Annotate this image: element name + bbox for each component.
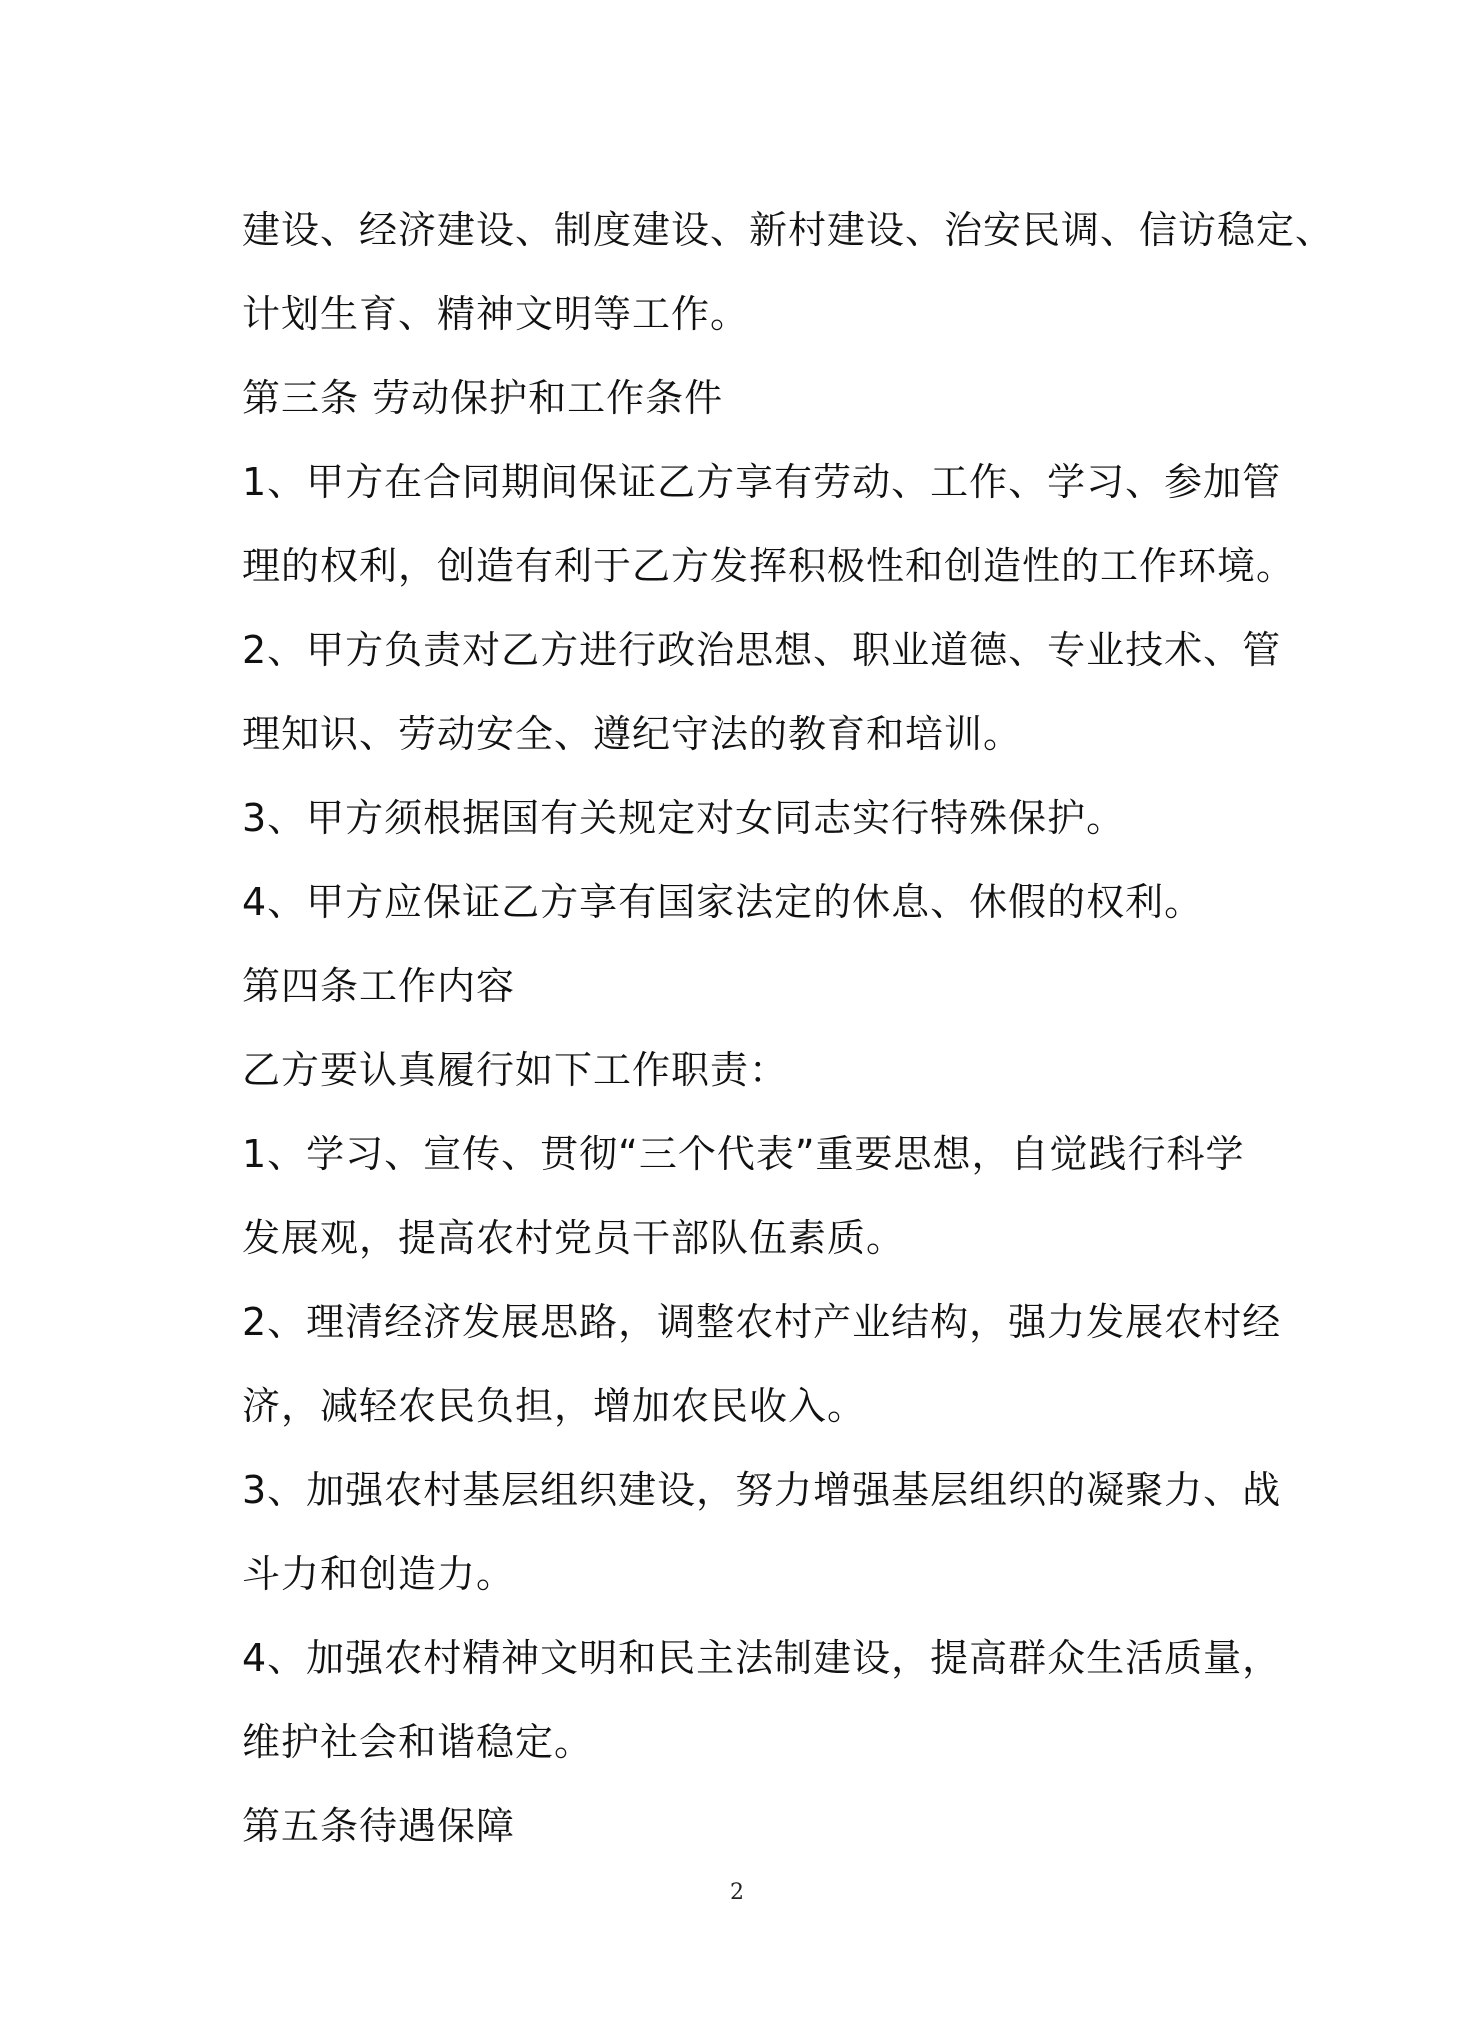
text-line: 理的权利，创造有利于乙方发挥积极性和创造性的工作环境。 <box>242 544 1296 588</box>
text-line: 1、学习、宣传、贯彻“三个代表”重要思想，自觉践行科学 <box>242 1132 1245 1176</box>
text-line: 理知识、劳动安全、遵纪守法的教育和培训。 <box>242 712 1023 756</box>
text-line: 3、加强农村基层组织建设，努力增强基层组织的凝聚力、战 <box>242 1468 1282 1512</box>
text-line: 发展观，提高农村党员干部队伍素质。 <box>242 1216 906 1260</box>
text-line: 3、甲方须根据国有关规定对女同志实行特殊保护。 <box>242 796 1126 840</box>
article-heading: 第四条工作内容 <box>242 964 516 1008</box>
text-line: 1、甲方在合同期间保证乙方享有劳动、工作、学习、参加管 <box>242 460 1282 504</box>
article-heading: 第三条 劳动保护和工作条件 <box>242 376 724 420</box>
text-line: 4、加强农村精神文明和民主法制建设，提高群众生活质量， <box>242 1636 1282 1680</box>
page-number: 2 <box>730 1880 744 1905</box>
text-line: 2、理清经济发展思路，调整农村产业结构，强力发展农村经 <box>242 1300 1282 1344</box>
text-line: 建设、经济建设、制度建设、新村建设、治安民调、信访稳定、 <box>242 208 1335 252</box>
article-heading: 第五条待遇保障 <box>242 1804 516 1848</box>
document-body <box>242 188 1335 1868</box>
text-line: 2、甲方负责对乙方进行政治思想、职业道德、专业技术、管 <box>242 628 1282 672</box>
text-line: 乙方要认真履行如下工作职责： <box>242 1048 789 1092</box>
text-line: 维护社会和谐稳定。 <box>242 1720 594 1764</box>
text-line: 计划生育、精神文明等工作。 <box>242 292 750 336</box>
text-line: 4、甲方应保证乙方享有国家法定的休息、休假的权利。 <box>242 880 1204 924</box>
text-line: 斗力和创造力。 <box>242 1552 516 1596</box>
text-line: 济，减轻农民负担，增加农民收入。 <box>242 1384 867 1428</box>
